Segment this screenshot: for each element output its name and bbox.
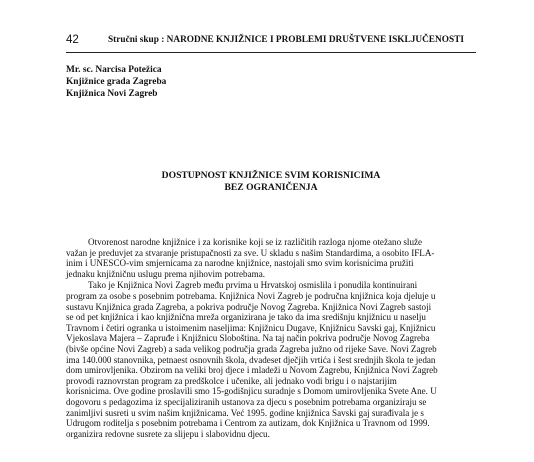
text-line: dogovoru s pedagozima iz specijaliziranih ustanova za djecu s posebnim potrebama organiziraju se: [66, 396, 427, 407]
text-line: (bivše općine Novi Zagreb) a sada velikog područja grada Zagreba južno od rijeke Save. Novi Zagreb: [66, 343, 437, 354]
page-number: 42: [66, 34, 79, 46]
title-line-2: BEZ OGRANIČENJA: [224, 182, 318, 193]
text-line: ima 140.000 stanovnika, petnaest osnovnih škola, dvadeset dječjih vrtića i šest srednjih škola te jedan: [66, 354, 436, 365]
paragraph-2: [66, 280, 476, 439]
text-line: organizira redovne susrete za slijepu i slabovidnu djecu.: [66, 428, 270, 439]
running-head: Stručni skup : NARODNE KNJIŽNICE I PROBLEMI DRUŠTVENE ISKLJUČENOSTI: [108, 35, 464, 45]
text-line: sustavu Knjižnica grada Zagreba, a pokriva područje Novog Zagreba. Knjižnica Novi Zagreb sastoji: [66, 301, 432, 312]
text-line: provodi raznovrstan program za predškolce i učenike, ali jednako vodi brigu i o najstarijim: [66, 375, 397, 386]
text-line: dom umirovljenika. Obzirom na veliki broj djece i mladeži u Novom Zagrebu, Knjižnica Novi Zagreb: [66, 365, 438, 376]
paragraph-1: [66, 237, 476, 279]
text-line: inim i UNESCO-vim smjernicama za narodne knjižnice, nastojali smo svim korisnicima pružiti: [66, 258, 414, 269]
article-title: [66, 170, 476, 194]
author-name: Mr. sc. Narcisa Potežica: [66, 65, 162, 75]
text-line: program za osobe s posebnim potrebama. Knjižnica Novi Zagreb je područna knjižnica koja djeluje u: [66, 290, 436, 301]
title-line-1: DOSTUPNOST KNJIŽNICE SVIM KORISNICIMA: [161, 170, 381, 181]
header-rule: [66, 52, 476, 53]
text-line: Tako je Knjižnica Novi Zagreb među prvima u Hrvatskoj osmislila i ponudila kontinuirani: [88, 280, 418, 291]
author-block: [66, 64, 166, 100]
article-body: [66, 237, 476, 440]
author-affiliation: Knjižnice grada Zagreba: [66, 77, 167, 87]
author-branch: Knjižnica Novi Zagreb: [66, 89, 158, 99]
text-line: zanimljivi susreti u svim našim knjižnicama. Već 1995. godine knjižnica Savski gaj surađivala je s: [66, 407, 424, 418]
text-line: korisnicima. Ove godine proslavili smo 15-godišnjicu suradnje s Domom umirovljenika Svete Ane. U: [66, 386, 437, 397]
text-line: Travnom i četiri ogranka u istoimenim naseljima: Knjižnicu Dugave, Knjižnicu Savski gaj, Knjižnicu: [66, 322, 436, 333]
text-line: važan je preduvjet za stvaranje pristupačnosti za sve. U skladu s našim Standardima, a osobito IFLA-: [66, 247, 435, 258]
text-line: Otvorenost narodne knjižnice i za korisnike koji se iz različitih razloga njome otežano služe: [88, 237, 423, 247]
text-line: Vjekoslava Majera – Zapruđe i Knjižnicu Sloboština. Na taj način pokriva područje Novog Zagreba: [66, 333, 430, 344]
text-line: Udrugom roditelja s posebnim potrebama i Centrom za autizam, dok Knjižnica u Travnom od 1999.: [66, 418, 430, 429]
text-line: se od pet knjižnica i kao knjižnična mreža organizirana je tako da ima središnju knjižnicu u naselju: [66, 312, 426, 323]
page-header: [66, 33, 476, 49]
text-line: jednaku knjižničnu uslugu prema njihovim potrebama.: [66, 268, 266, 279]
